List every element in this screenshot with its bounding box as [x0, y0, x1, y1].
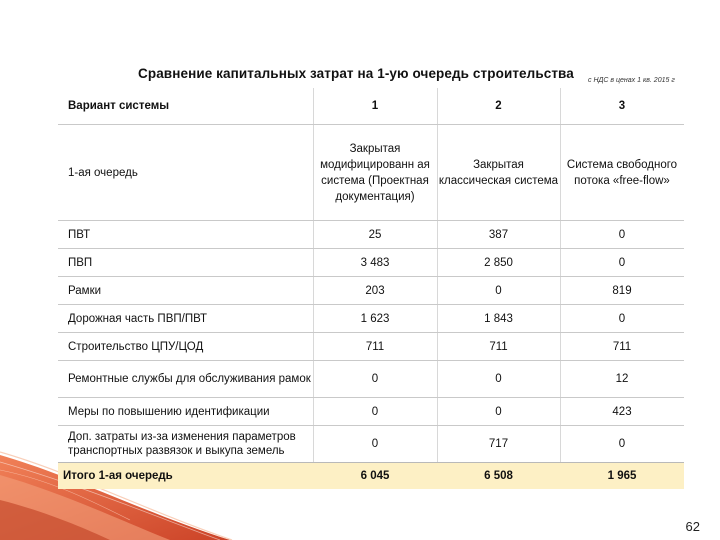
subheader-cell: Закрытая модифицированн ая система (Проектная документация): [313, 125, 437, 221]
header-cell: 2: [495, 100, 502, 112]
row-value: 25: [313, 221, 437, 249]
row-value: 0: [560, 249, 684, 277]
table-row: [58, 361, 684, 398]
header-cell: Вариант системы: [68, 100, 170, 112]
header-cell: 1: [371, 100, 379, 112]
row-value: 717: [437, 426, 560, 463]
table-row: [58, 221, 684, 249]
row-label: ПВП: [58, 249, 313, 277]
table-subheader-row: [58, 125, 684, 221]
row-value: 0: [437, 361, 560, 398]
total-value: 1 965: [560, 463, 684, 490]
row-value: 0: [560, 305, 684, 333]
capex-comparison-table: [58, 88, 684, 489]
table-row: [58, 398, 684, 426]
row-label: Доп. затраты из-за изменения параметров транспортных развязок и выкупа земель: [58, 426, 313, 463]
table-row: [58, 277, 684, 305]
row-value: 0: [437, 277, 560, 305]
page-number: 62: [685, 519, 700, 534]
row-value: 819: [560, 277, 684, 305]
row-value: 387: [437, 221, 560, 249]
row-label: Строительство ЦПУ/ЦОД: [58, 333, 313, 361]
row-value: 1 843: [437, 305, 560, 333]
header-cell: 3: [618, 100, 626, 112]
row-value: 711: [437, 333, 560, 361]
total-value: 6 508: [437, 463, 560, 490]
row-value: 711: [313, 333, 437, 361]
row-value: 12: [560, 361, 684, 398]
row-value: 0: [560, 221, 684, 249]
total-row: [58, 463, 684, 490]
table-row: [58, 426, 684, 463]
row-value: 203: [313, 277, 437, 305]
slide-title: Сравнение капитальных затрат на 1-ую очередь строительства: [138, 66, 574, 81]
row-value: 0: [437, 398, 560, 426]
row-label: Ремонтные службы для обслуживания рамок: [58, 361, 313, 398]
table-row: [58, 333, 684, 361]
table-row: [58, 249, 684, 277]
row-value: 0: [560, 426, 684, 463]
row-label: Рамки: [58, 277, 313, 305]
row-value: 1 623: [313, 305, 437, 333]
table-row: [58, 305, 684, 333]
row-label: ПВТ: [58, 221, 313, 249]
price-note: с НДС в ценах 1 кв. 2015 г: [588, 77, 675, 84]
row-label: Меры по повышению идентификации: [58, 398, 313, 426]
subheader-cell: 1-ая очередь: [58, 125, 313, 221]
row-value: 3 483: [313, 249, 437, 277]
row-value: 423: [560, 398, 684, 426]
row-value: 2 850: [437, 249, 560, 277]
row-value: 711: [560, 333, 684, 361]
subheader-cell: Система свободного потока «free-flow»: [560, 125, 684, 221]
row-value: 0: [313, 398, 437, 426]
subheader-cell: Закрытая классическая система: [437, 125, 560, 221]
row-label: Дорожная часть ПВП/ПВТ: [58, 305, 313, 333]
row-value: 0: [313, 426, 437, 463]
total-label: Итого 1-ая очередь: [58, 463, 313, 490]
total-value: 6 045: [313, 463, 437, 490]
row-value: 0: [313, 361, 437, 398]
table-header-row: [58, 88, 684, 125]
